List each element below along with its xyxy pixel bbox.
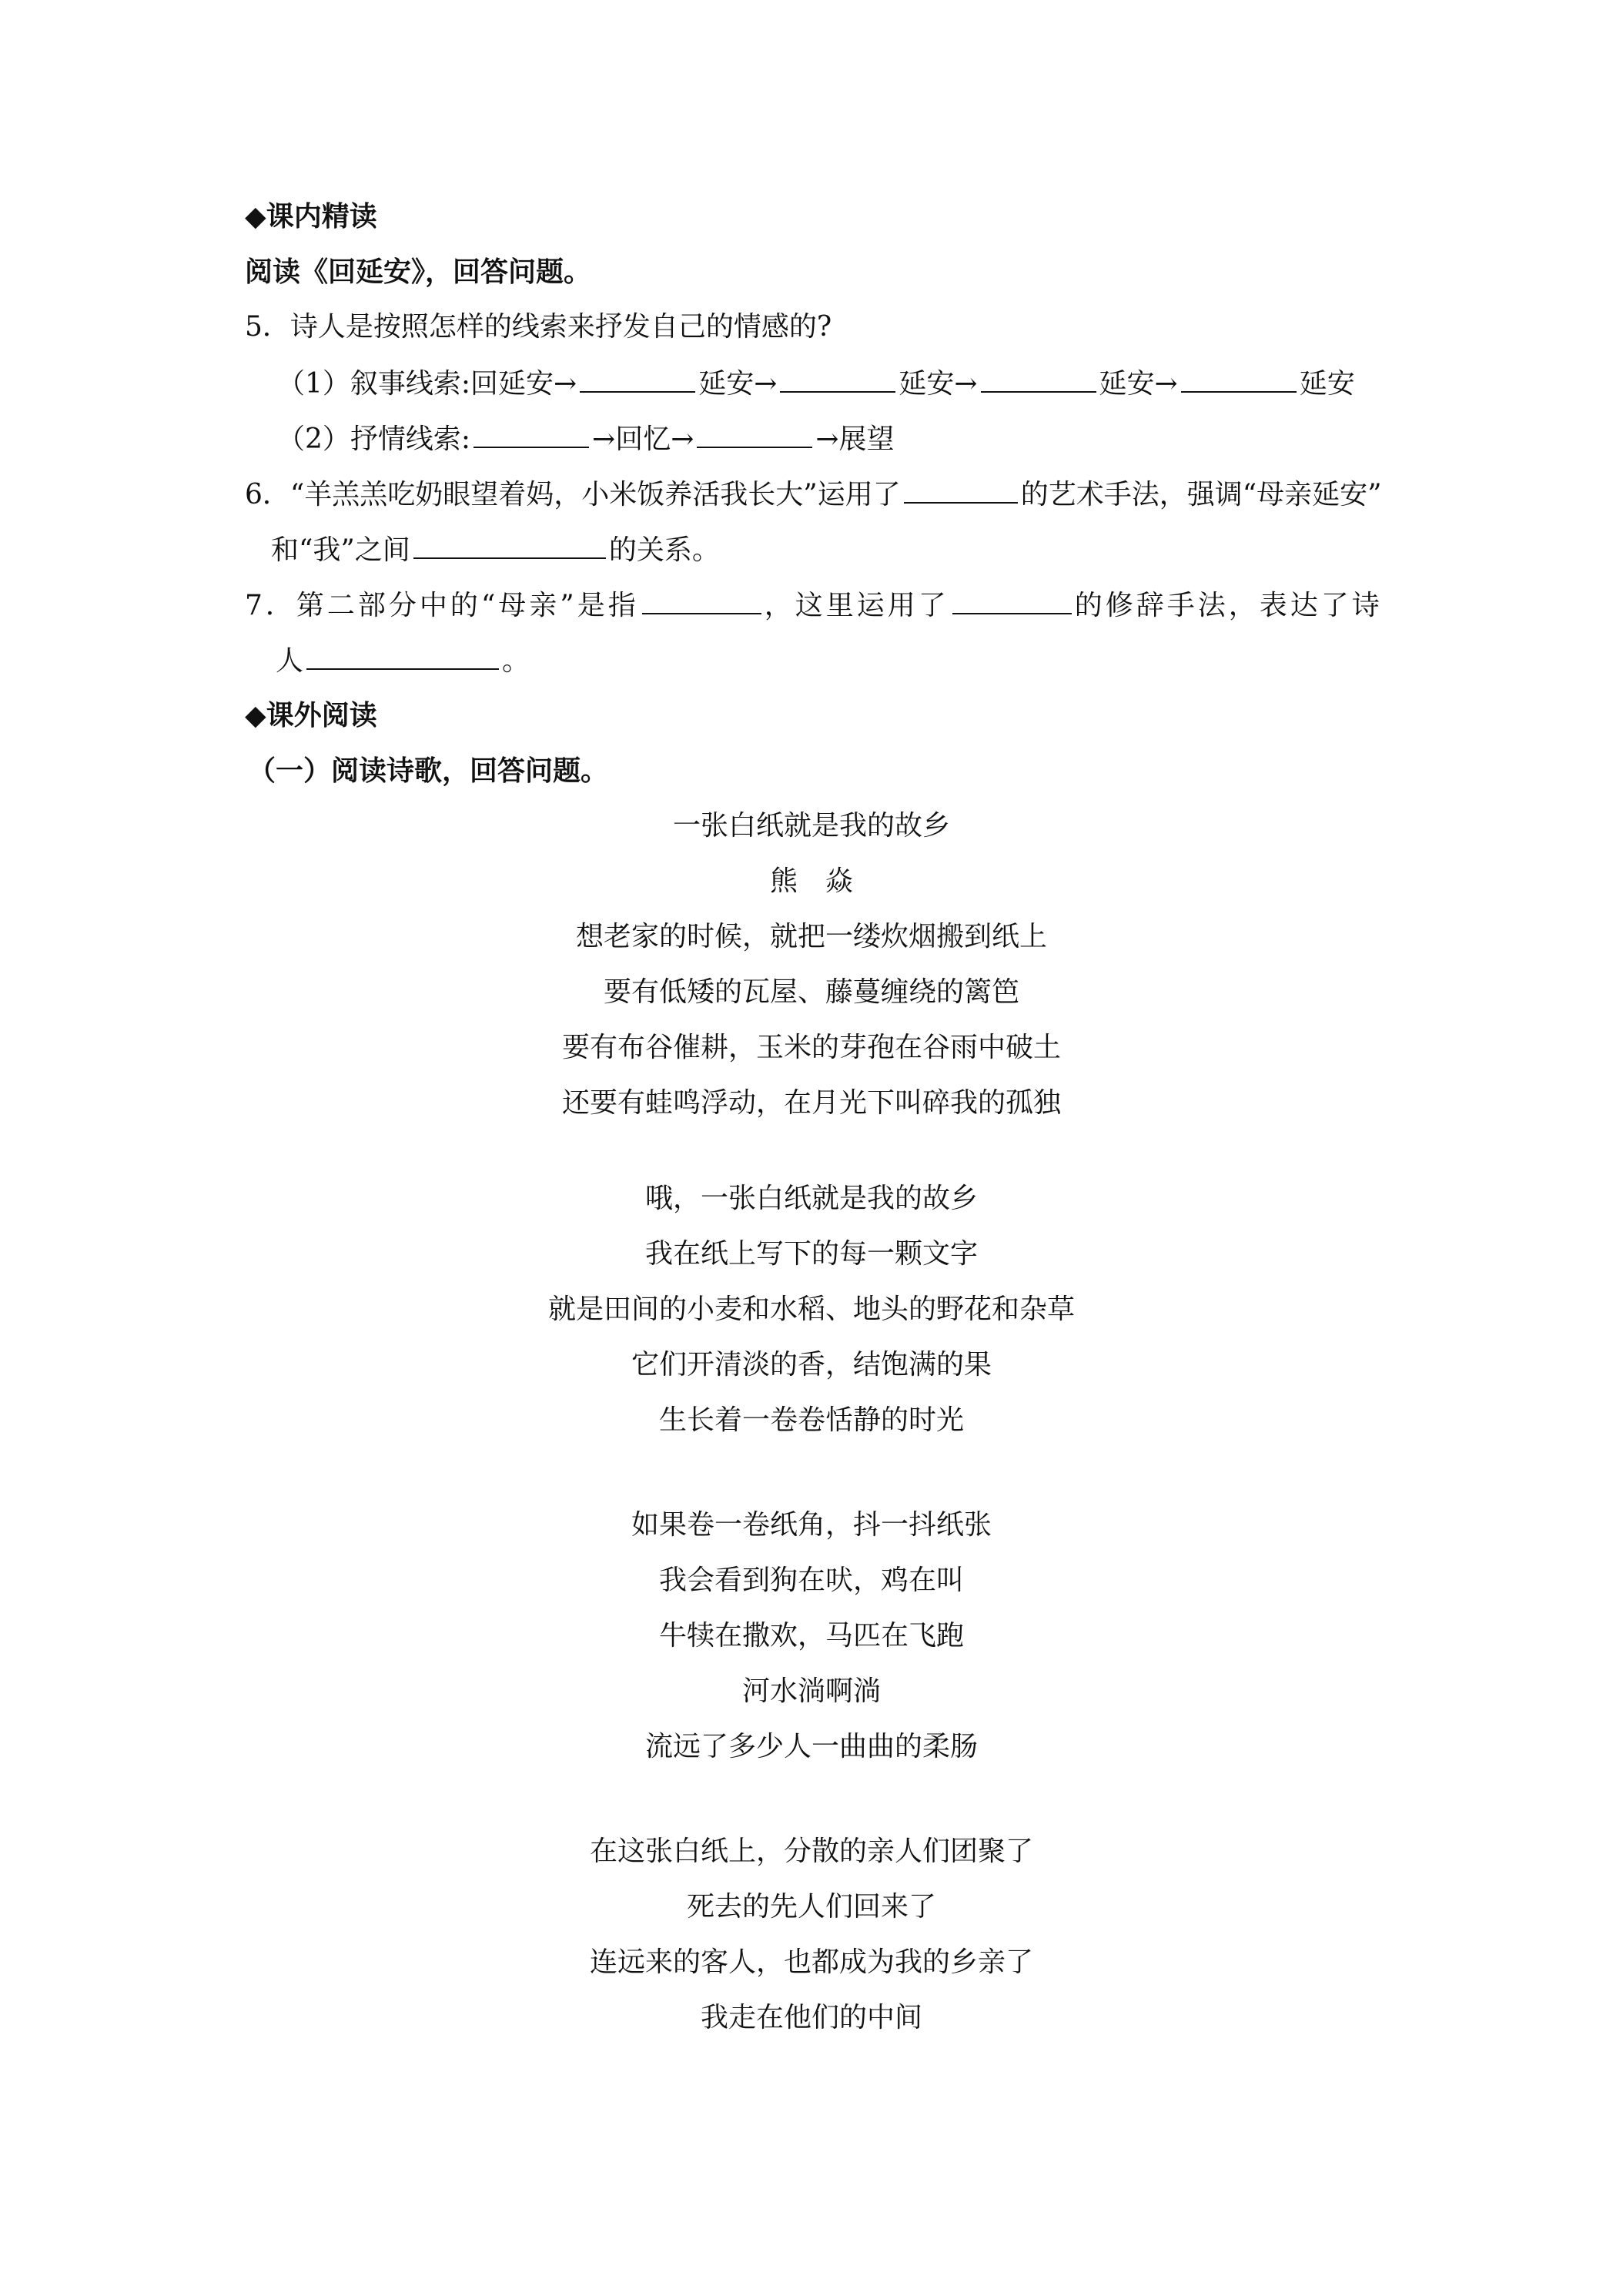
answer-blank[interactable] <box>413 531 606 559</box>
question-5-sub-1: （1）叙事线索:回延安→ 延安→ 延安→ 延安→ 延安 <box>277 365 1355 402</box>
answer-blank[interactable] <box>952 587 1072 614</box>
answer-blank[interactable] <box>580 365 695 393</box>
question-7-line-2: 人 。 <box>276 642 530 679</box>
question-6-line-1: 6．“羊羔羔吃奶眼望着妈，小米饭养活我长大”运用了 的艺术手法，强调“母亲延安” <box>245 476 1382 513</box>
poem-line: 还要有蛙鸣浮动，在月光下叫碎我的孤独 <box>561 1087 1061 1119</box>
answer-blank[interactable] <box>780 365 895 393</box>
answer-blank[interactable] <box>642 587 761 614</box>
poem-line: 我会看到狗在吠，鸡在叫 <box>658 1565 964 1596</box>
poem-instruction: （一）阅读诗歌，回答问题。 <box>248 755 609 787</box>
poem-line: 它们开清淡的香，结饱满的果 <box>631 1349 992 1381</box>
poem-author: 熊 焱 <box>769 865 853 897</box>
poem-line: 想老家的时候，就把一缕炊烟搬到纸上 <box>575 921 1047 952</box>
poem-line: 我走在他们的中间 <box>700 2002 922 2033</box>
poem-line: 要有布谷催耕，玉米的芽孢在谷雨中破土 <box>561 1032 1061 1063</box>
poem-line: 要有低矮的瓦屋、藤蔓缠绕的篱笆 <box>603 976 1019 1008</box>
answer-blank[interactable] <box>306 642 499 670</box>
reading-instruction: 阅读《回延安》，回答问题。 <box>245 256 592 288</box>
section-heading-in-class: ◆课内精读 <box>245 200 377 233</box>
section-heading-extracurricular: ◆课外阅读 <box>245 699 377 731</box>
poem-line: 我在纸上写下的每一颗文字 <box>644 1238 978 1270</box>
diamond-bullet-icon: ◆ <box>245 201 266 233</box>
poem-title: 一张白纸就是我的故乡 <box>672 810 950 842</box>
poem-line: 哦，一张白纸就是我的故乡 <box>644 1183 978 1214</box>
question-5: 5．诗人是按照怎样的线索来抒发自己的情感的? <box>245 311 832 343</box>
question-7-line-1: 7．第二部分中的“母亲”是指 ，这里运用了 的修辞手法，表达了诗 <box>245 587 1383 624</box>
answer-blank[interactable] <box>474 420 589 448</box>
answer-blank[interactable] <box>1181 365 1297 393</box>
diamond-bullet-icon: ◆ <box>245 700 266 731</box>
answer-blank[interactable] <box>904 476 1018 504</box>
poem-line: 连远来的客人，也都成为我的乡亲了 <box>589 1946 1033 1978</box>
poem-line: 河水淌啊淌 <box>741 1675 881 1707</box>
poem-line: 流远了多少人一曲曲的柔肠 <box>644 1731 978 1762</box>
question-5-sub-2: （2）抒情线索: →回忆→ →展望 <box>277 420 895 457</box>
poem-line: 牛犊在撒欢，马匹在飞跑 <box>658 1620 964 1652</box>
question-6-line-2: 和“我”之间 的关系。 <box>271 531 720 568</box>
poem-line: 死去的先人们回来了 <box>686 1891 936 1923</box>
poem-line: 就是田间的小麦和水稻、地头的野花和杂草 <box>547 1294 1075 1325</box>
poem-line: 在这张白纸上，分散的亲人们团聚了 <box>589 1836 1033 1867</box>
answer-blank[interactable] <box>981 365 1096 393</box>
poem-line: 如果卷一卷纸角，抖一抖纸张 <box>631 1509 992 1541</box>
poem-line: 生长着一卷卷恬静的时光 <box>658 1404 964 1436</box>
answer-blank[interactable] <box>697 420 812 448</box>
